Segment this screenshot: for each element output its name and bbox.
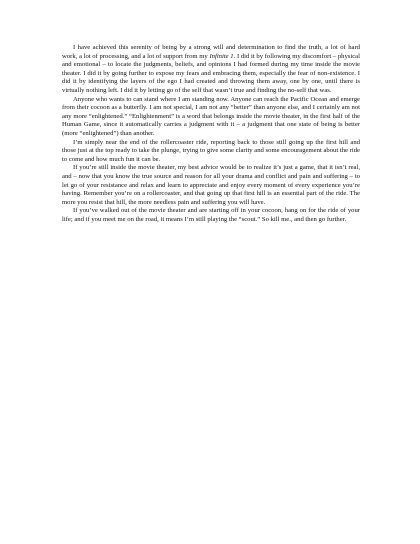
paragraph-3: I’m simply near the end of the rollercoaster ride, reporting back to those still going up the first hill and those just at the top ready to take the plunge, trying to give some clarity and some encouragement about the ride to come and how much fun it can be. [62, 138, 360, 163]
paragraph-1 [62, 44, 360, 96]
paragraph-1-text-end: . I did it by following my discomfort – physical and emotional – to locate the judgments, beliefs, and opinions I had formed during my time inside the movie theater. I did it by going further to expose my fears and embracing them, especially the fear of non-existence. I did it by identifying the layers of the ego I had created and throwing them away, one by one, until there is virtually nothing left. I did it by letting go of the self that wasn’t true and finding the no-self that was. [62, 52, 360, 94]
book-title-italic: Infinite 1 [209, 52, 234, 60]
paragraph-4: If you’re still inside the movie theater, my best advice would be to realize it’s just a game, that it isn’t real, and – now that you know the true source and reason for all your drama and conflict and pain and suffering – to let go of your resistance and relax and learn to appreciate and enjoy every moment of every experience you’re having. Remember you’re on a rollercoaster, and that going up that first hill is an essential part of the ride. The more you resist that hill, the more needless pain and suffering you will have. [62, 164, 360, 206]
paragraph-1-text-start: I have achieved this serenity of being by a strong will and determination to find the truth, a lot of hard work, a lot of processing, and a lot of support from my [62, 44, 360, 60]
paragraph-2: Anyone who wants to can stand where I am standing now. Anyone can reach the Pacific Ocean and emerge from their cocoon as a butterfly. I am not special, I am not any “better” than anyone else, and I certainly am not any more “enlightened.” “Enlightenment” is a word that belongs inside the movie theater, in the first half of the Human Game, since it automatically carries a judgment with it – a judgment that one state of being is better (more “enlightened”) than another. [62, 95, 360, 137]
paragraph-5: If you’ve walked out of the movie theater and are starting off in your cocoon, hang on for the ride of your life; and if you meet me on the road, it means I’m still playing the “scout.” So kill me., and then go further. [62, 207, 360, 223]
document-page [62, 44, 360, 224]
